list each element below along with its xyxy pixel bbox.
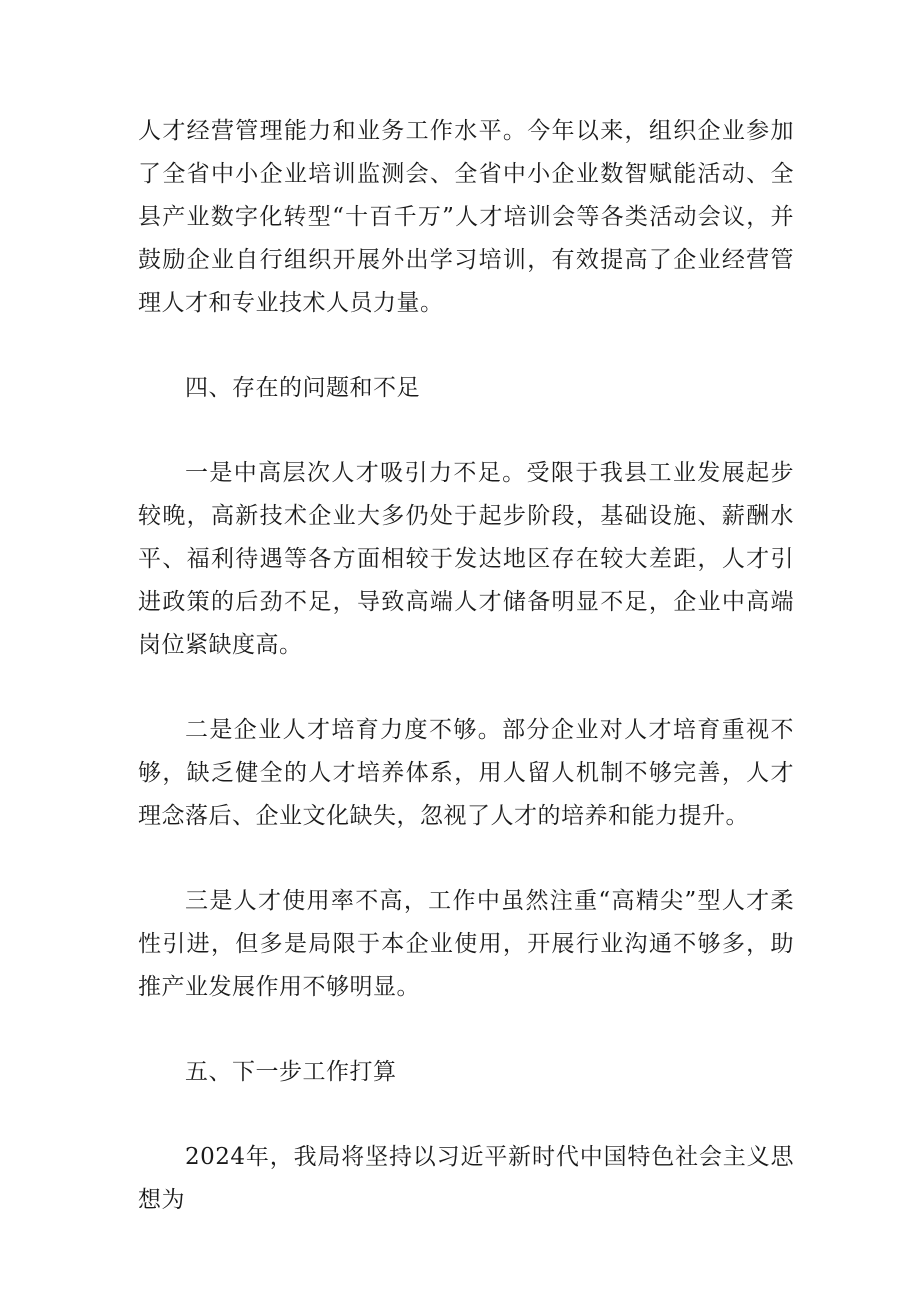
paragraph-gap xyxy=(138,410,794,452)
paragraph-gap xyxy=(138,667,794,709)
paragraph-gap xyxy=(138,1094,794,1136)
section-heading-problems: 四、存在的问题和不足 xyxy=(185,375,420,401)
paragraph-talent-training: 人才经营管理能力和业务工作水平。今年以来，组织企业参加了全省中小企业培训监测会、全省中小企业数智赋能活动、全县产业数字化转型“十百千万”人才培训会等各类活动会议，并鼓励企业自行组织开展外出学习培训，有效提高了企业经营管理人才和专业技术人员力量。 xyxy=(138,118,794,316)
paragraph-gap xyxy=(138,325,794,367)
paragraph-problem-3: 三是人才使用率不高，工作中虽然注重“高精尖”型人才柔性引进，但多是局限于本企业使用，开展行业沟通不够多，助推产业发展作用不够明显。 xyxy=(138,888,794,1000)
paragraph-problem-2: 二是企业人才培育力度不够。部分企业对人才培育重视不够，缺乏健全的人才培养体系，用人留人机制不够完善，人才理念落后、企业文化缺失，忽视了人才的培养和能力提升。 xyxy=(138,717,794,829)
paragraph-gap xyxy=(138,1009,794,1051)
paragraph-gap xyxy=(138,838,794,880)
paragraph-problem-1: 一是中高层次人才吸引力不足。受限于我县工业发展起步较晚，高新技术企业大多仍处于起步阶段，基础设施、薪酬水平、福利待遇等各方面相较于发达地区存在较大差距，人才引进政策的后劲不足，导致高端人才储备明显不足，企业中高端岗位紧缺度高。 xyxy=(138,460,794,658)
document-page xyxy=(138,110,794,1222)
section-heading-next-steps: 五、下一步工作打算 xyxy=(185,1059,397,1085)
paragraph-plan-2024: 2024年，我局将坚持以习近平新时代中国特色社会主义思想为 xyxy=(138,1144,794,1213)
